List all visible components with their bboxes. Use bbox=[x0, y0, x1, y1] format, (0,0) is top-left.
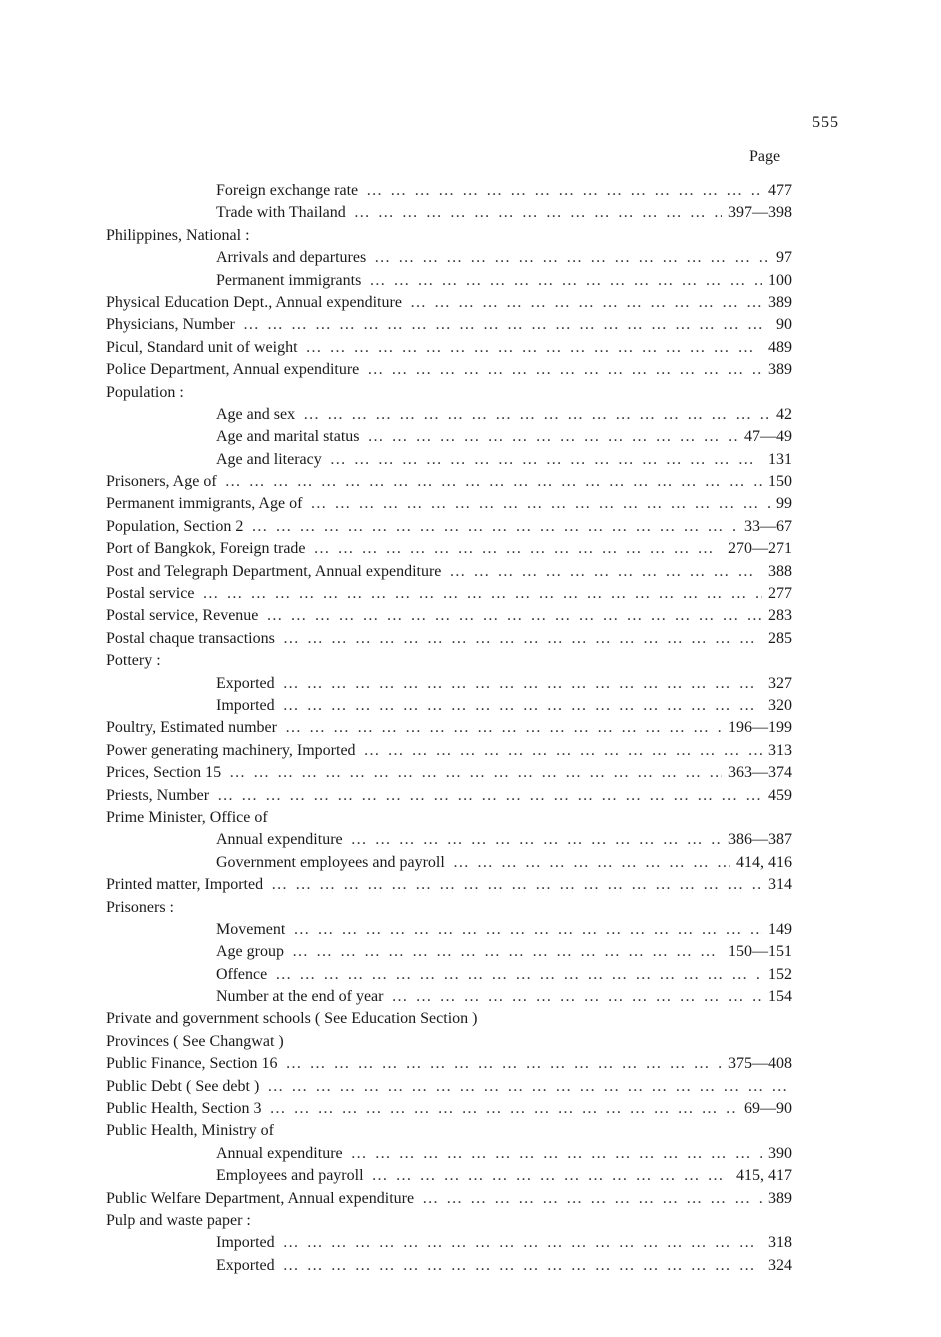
dot-leader bbox=[351, 829, 722, 851]
entry-label: Permanent immigrants, Age of bbox=[106, 495, 303, 513]
entry-page-reference: 489 bbox=[768, 338, 792, 356]
entry-label: Exported bbox=[216, 674, 275, 692]
entry-label: Postal service, Revenue bbox=[106, 607, 259, 625]
entry-label: Imported bbox=[216, 696, 275, 714]
index-entry bbox=[106, 382, 792, 404]
entry-page-reference: 154 bbox=[768, 988, 792, 1006]
index-entry bbox=[106, 1210, 792, 1232]
index-subentry bbox=[106, 426, 792, 448]
index-entry bbox=[106, 1188, 792, 1210]
entry-label: Port of Bangkok, Foreign trade bbox=[106, 540, 306, 558]
index-entry bbox=[106, 1098, 792, 1120]
entry-page-reference: 389 bbox=[768, 361, 792, 379]
dot-leader bbox=[367, 359, 762, 381]
entry-page-reference: 150—151 bbox=[728, 943, 792, 961]
entry-label: Employees and payroll bbox=[216, 1167, 364, 1185]
entry-label: Population, Section 2 bbox=[106, 517, 244, 535]
dot-leader bbox=[283, 673, 762, 695]
index-subentry bbox=[106, 449, 792, 471]
entry-page-reference: 313 bbox=[768, 741, 792, 759]
index-entry bbox=[106, 874, 792, 896]
index-subentry bbox=[106, 1255, 792, 1277]
entry-page-reference: 459 bbox=[768, 786, 792, 804]
index-subentry bbox=[106, 180, 792, 202]
entry-label: Philippines, National : bbox=[106, 226, 250, 244]
entry-page-reference: 390 bbox=[768, 1144, 792, 1162]
index-subentry bbox=[106, 404, 792, 426]
index-entry bbox=[106, 897, 792, 919]
entry-label: Public Debt ( See debt ) bbox=[106, 1077, 260, 1095]
entry-label: Public Welfare Department, Annual expenditure bbox=[106, 1189, 415, 1207]
entry-page-reference: 324 bbox=[768, 1256, 792, 1274]
index-subentry bbox=[106, 964, 792, 986]
entry-label: Prices, Section 15 bbox=[106, 764, 222, 782]
dot-leader bbox=[410, 292, 762, 314]
entry-page-reference: 150 bbox=[768, 473, 792, 491]
entry-label: Physicians, Number bbox=[106, 316, 235, 334]
index-subentry bbox=[106, 829, 792, 851]
dot-leader bbox=[266, 605, 762, 627]
entry-page-reference: 131 bbox=[768, 450, 792, 468]
entry-page-reference: 47—49 bbox=[744, 428, 792, 446]
entry-page-reference: 100 bbox=[768, 271, 792, 289]
entry-page-reference: 415, 417 bbox=[736, 1167, 792, 1185]
index-entry bbox=[106, 583, 792, 605]
dot-leader bbox=[283, 1255, 762, 1277]
entry-label: Age group bbox=[216, 943, 284, 961]
index-entry bbox=[106, 740, 792, 762]
entry-label: Permanent immigrants bbox=[216, 271, 362, 289]
index-subentry bbox=[106, 673, 792, 695]
entry-page-reference: 97 bbox=[776, 249, 792, 267]
dot-leader bbox=[314, 538, 722, 560]
dot-leader bbox=[351, 1143, 762, 1165]
entry-label: Poultry, Estimated number bbox=[106, 719, 277, 737]
dot-leader bbox=[270, 1098, 738, 1120]
dot-leader bbox=[391, 986, 762, 1008]
dot-leader bbox=[364, 740, 762, 762]
entry-label: Annual expenditure bbox=[216, 831, 343, 849]
index-entry bbox=[106, 493, 792, 515]
entry-label: Offence bbox=[216, 965, 268, 983]
entry-label: Population : bbox=[106, 383, 184, 401]
index-entry bbox=[106, 1120, 792, 1142]
entry-page-reference: 389 bbox=[768, 293, 792, 311]
page-number: 555 bbox=[812, 114, 839, 131]
entry-label: Prisoners : bbox=[106, 898, 174, 916]
entry-page-reference: 69—90 bbox=[744, 1100, 792, 1118]
entry-label: Age and marital status bbox=[216, 428, 360, 446]
entry-page-reference: 327 bbox=[768, 674, 792, 692]
index-entry bbox=[106, 1076, 792, 1098]
index-entry bbox=[106, 717, 792, 739]
entry-label: Foreign exchange rate bbox=[216, 182, 359, 199]
dot-leader bbox=[275, 964, 762, 986]
entry-page-reference: 320 bbox=[768, 696, 792, 714]
index-entry bbox=[106, 538, 792, 560]
index-entry bbox=[106, 314, 792, 336]
dot-leader bbox=[283, 695, 762, 717]
index-subentry bbox=[106, 986, 792, 1008]
dot-leader bbox=[243, 314, 770, 336]
entry-page-reference: 314 bbox=[768, 876, 792, 894]
index-subentry bbox=[106, 852, 792, 874]
dot-leader bbox=[422, 1188, 762, 1210]
entry-page-reference: 283 bbox=[768, 607, 792, 625]
entry-label: Arrivals and departures bbox=[216, 249, 367, 267]
entry-label: Age and literacy bbox=[216, 450, 322, 468]
index-entry bbox=[106, 292, 792, 314]
entry-page-reference: 149 bbox=[768, 920, 792, 938]
index-entry bbox=[106, 605, 792, 627]
dot-leader bbox=[366, 180, 762, 202]
dot-leader bbox=[283, 1232, 762, 1254]
entry-page-reference: 397—398 bbox=[728, 204, 792, 222]
index-subentry bbox=[106, 1165, 792, 1187]
entry-page-reference: 90 bbox=[776, 316, 792, 334]
index-subentry bbox=[106, 202, 792, 224]
entry-label: Police Department, Annual expenditure bbox=[106, 361, 360, 379]
index-subentry bbox=[106, 270, 792, 292]
entry-label: Provinces ( See Changwat ) bbox=[106, 1032, 284, 1050]
entry-label: Public Health, Section 3 bbox=[106, 1100, 262, 1118]
index-subentry bbox=[106, 247, 792, 269]
index-entry bbox=[106, 225, 792, 247]
entry-label: Physical Education Dept., Annual expenditure bbox=[106, 293, 402, 311]
index-entry bbox=[106, 1008, 792, 1030]
entry-label: Annual expenditure bbox=[216, 1144, 343, 1162]
dot-leader bbox=[449, 561, 762, 583]
dot-leader bbox=[292, 941, 722, 963]
entry-label: Private and government schools ( See Education Section ) bbox=[106, 1010, 478, 1028]
index-subentry bbox=[106, 1232, 792, 1254]
entry-label: Pulp and waste paper : bbox=[106, 1211, 251, 1229]
entry-label: Prime Minister, Office of bbox=[106, 808, 268, 826]
index-entry bbox=[106, 628, 792, 650]
entry-page-reference: 33—67 bbox=[744, 517, 792, 535]
entry-page-reference: 42 bbox=[776, 405, 792, 423]
dot-leader bbox=[267, 1076, 786, 1098]
entry-label: Government employees and payroll bbox=[216, 853, 445, 871]
entry-page-reference: 270—271 bbox=[728, 540, 792, 558]
entry-page-reference: 152 bbox=[768, 965, 792, 983]
dot-leader bbox=[453, 852, 730, 874]
index-entry bbox=[106, 516, 792, 538]
entry-label: Public Finance, Section 16 bbox=[106, 1055, 278, 1073]
entry-page-reference: 285 bbox=[768, 629, 792, 647]
dot-leader bbox=[303, 404, 770, 426]
dot-leader bbox=[286, 1053, 722, 1075]
dot-leader bbox=[330, 449, 762, 471]
entry-page-reference: 363—374 bbox=[728, 764, 792, 782]
index-subentry bbox=[106, 695, 792, 717]
entry-page-reference: 99 bbox=[776, 495, 792, 513]
index-entry bbox=[106, 1053, 792, 1075]
index-entry bbox=[106, 650, 792, 672]
index-entry bbox=[106, 471, 792, 493]
dot-leader bbox=[374, 247, 770, 269]
entry-page-reference: 277 bbox=[768, 585, 792, 603]
entry-label: Postal service bbox=[106, 585, 195, 603]
dot-leader bbox=[202, 583, 762, 605]
index-entry bbox=[106, 359, 792, 381]
entry-label: Post and Telegraph Department, Annual expenditure bbox=[106, 562, 442, 580]
index-entry bbox=[106, 1031, 792, 1053]
entry-label: Printed matter, Imported bbox=[106, 876, 264, 894]
dot-leader bbox=[369, 270, 762, 292]
dot-leader bbox=[306, 337, 762, 359]
index-subentry bbox=[106, 1143, 792, 1165]
entry-label: Age and sex bbox=[216, 405, 296, 423]
dot-leader bbox=[310, 493, 770, 515]
entry-label: Movement bbox=[216, 920, 286, 938]
dot-leader bbox=[283, 628, 762, 650]
index-entry bbox=[106, 762, 792, 784]
index-list bbox=[106, 180, 792, 1277]
entry-label: Priests, Number bbox=[106, 786, 210, 804]
index-subentry bbox=[106, 919, 792, 941]
entry-page-reference: 389 bbox=[768, 1189, 792, 1207]
entry-label: Trade with Thailand bbox=[216, 204, 346, 222]
entry-page-reference: 414, 416 bbox=[736, 853, 792, 871]
entry-label: Picul, Standard unit of weight bbox=[106, 338, 298, 356]
entry-label: Postal chaque transactions bbox=[106, 629, 275, 647]
entry-page-reference: 388 bbox=[768, 562, 792, 580]
entry-label: Public Health, Ministry of bbox=[106, 1122, 274, 1140]
dot-leader bbox=[368, 426, 738, 448]
entry-label: Power generating machinery, Imported bbox=[106, 741, 356, 759]
dot-leader bbox=[229, 762, 722, 784]
entry-label: Exported bbox=[216, 1256, 275, 1274]
entry-label: Imported bbox=[216, 1234, 275, 1252]
dot-leader bbox=[251, 516, 738, 538]
entry-page-reference: 318 bbox=[768, 1234, 792, 1252]
index-entry bbox=[106, 561, 792, 583]
dot-leader bbox=[285, 717, 722, 739]
entry-page-reference: 477 bbox=[768, 182, 792, 199]
dot-leader bbox=[217, 785, 762, 807]
entry-label: Number at the end of year bbox=[216, 988, 384, 1006]
page-column-heading: Page bbox=[749, 148, 781, 165]
entry-label: Pottery : bbox=[106, 652, 161, 670]
index-entry bbox=[106, 785, 792, 807]
dot-leader bbox=[354, 202, 722, 224]
dot-leader bbox=[372, 1165, 730, 1187]
dot-leader bbox=[271, 874, 762, 896]
entry-page-reference: 375—408 bbox=[728, 1055, 792, 1073]
index-entry bbox=[106, 807, 792, 829]
index-subentry bbox=[106, 941, 792, 963]
entry-page-reference: 196—199 bbox=[728, 719, 792, 737]
dot-leader bbox=[225, 471, 762, 493]
dot-leader bbox=[293, 919, 762, 941]
entry-page-reference: 386—387 bbox=[728, 831, 792, 849]
entry-label: Prisoners, Age of bbox=[106, 473, 217, 491]
index-entry bbox=[106, 337, 792, 359]
